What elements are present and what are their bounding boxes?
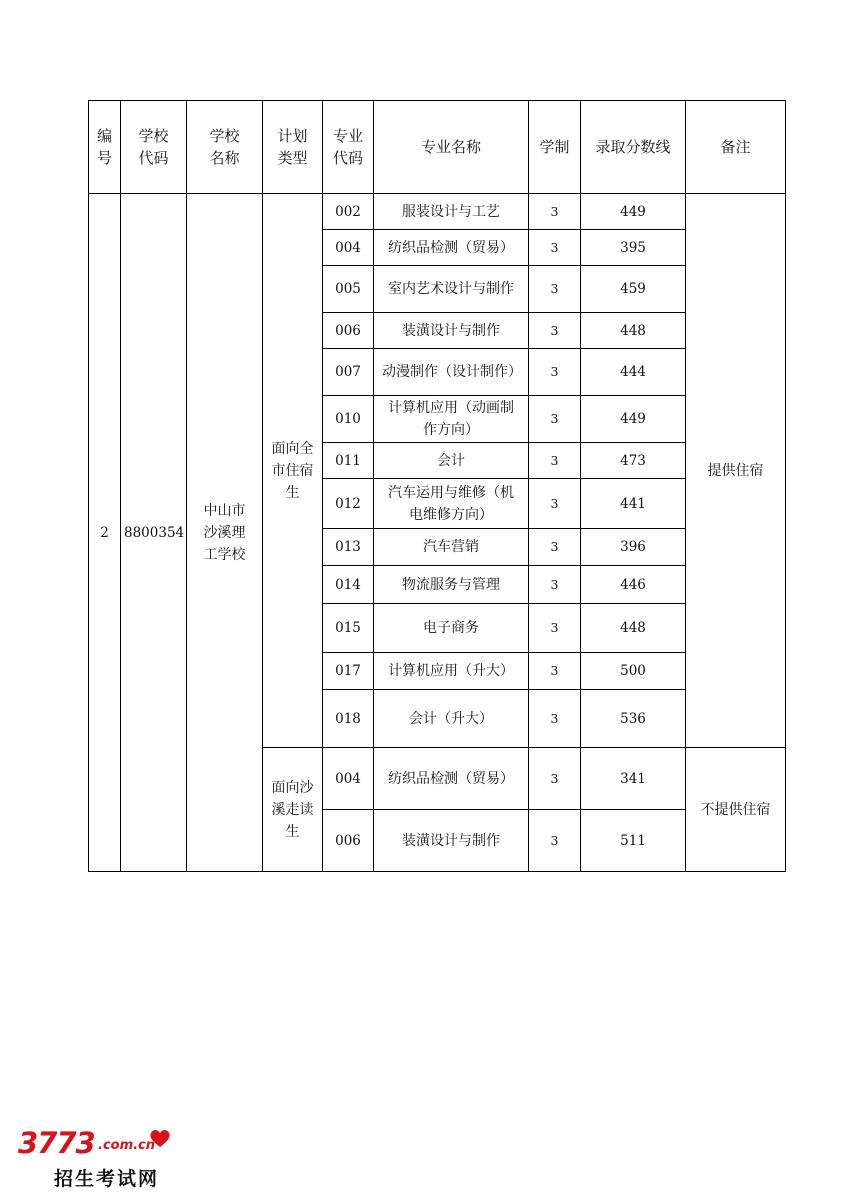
score: 341 xyxy=(581,748,686,810)
header-school-code: 学校代码 xyxy=(121,101,187,194)
major-name: 服装设计与工艺 xyxy=(374,194,529,230)
duration: 3 xyxy=(529,443,581,479)
score: 449 xyxy=(581,396,686,443)
score: 448 xyxy=(581,313,686,349)
header-score: 录取分数线 xyxy=(581,101,686,194)
major-code: 012 xyxy=(323,479,374,529)
major-code: 004 xyxy=(323,748,374,810)
score: 448 xyxy=(581,604,686,653)
site-logo xyxy=(18,1126,178,1190)
major-name: 装潢设计与制作 xyxy=(374,313,529,349)
major-name: 计算机应用（升大） xyxy=(374,653,529,690)
table-row xyxy=(89,194,786,230)
header-row xyxy=(89,101,786,194)
major-code: 002 xyxy=(323,194,374,230)
major-code: 011 xyxy=(323,443,374,479)
school-name: 中山市沙溪理工学校 xyxy=(187,194,263,872)
header-remark: 备注 xyxy=(686,101,786,194)
remark: 提供住宿 xyxy=(686,194,786,748)
score: 444 xyxy=(581,349,686,396)
duration: 3 xyxy=(529,604,581,653)
table-body xyxy=(89,194,786,872)
duration: 3 xyxy=(529,653,581,690)
header-duration: 学制 xyxy=(529,101,581,194)
score: 511 xyxy=(581,810,686,872)
major-name: 纺织品检测（贸易） xyxy=(374,748,529,810)
logo-brand: 3773 xyxy=(18,1126,95,1160)
major-name: 动漫制作（设计制作） xyxy=(374,349,529,396)
logo-domain: .com.cn xyxy=(98,1138,156,1153)
header-no: 编号 xyxy=(89,101,121,194)
major-code: 014 xyxy=(323,566,374,604)
major-name: 会计 xyxy=(374,443,529,479)
score: 536 xyxy=(581,690,686,748)
duration: 3 xyxy=(529,313,581,349)
score: 396 xyxy=(581,529,686,566)
duration: 3 xyxy=(529,349,581,396)
duration: 3 xyxy=(529,479,581,529)
score: 449 xyxy=(581,194,686,230)
score: 446 xyxy=(581,566,686,604)
heart-icon xyxy=(149,1128,171,1148)
header-plan-type: 计划类型 xyxy=(263,101,323,194)
major-name: 汽车运用与维修（机电维修方向） xyxy=(374,479,529,529)
remark: 不提供住宿 xyxy=(686,748,786,872)
header-major-name: 专业名称 xyxy=(374,101,529,194)
score: 459 xyxy=(581,266,686,313)
major-code: 004 xyxy=(323,230,374,266)
duration: 3 xyxy=(529,748,581,810)
major-name: 装潢设计与制作 xyxy=(374,810,529,872)
major-name: 电子商务 xyxy=(374,604,529,653)
school-code: 8800354 xyxy=(121,194,187,872)
major-name: 室内艺术设计与制作 xyxy=(374,266,529,313)
header-major-code: 专业代码 xyxy=(323,101,374,194)
duration: 3 xyxy=(529,690,581,748)
score: 473 xyxy=(581,443,686,479)
major-name: 会计（升大） xyxy=(374,690,529,748)
plan-type: 面向沙溪走读生 xyxy=(263,748,323,872)
major-code: 010 xyxy=(323,396,374,443)
score: 500 xyxy=(581,653,686,690)
major-name: 计算机应用（动画制作方向） xyxy=(374,396,529,443)
duration: 3 xyxy=(529,194,581,230)
major-code: 013 xyxy=(323,529,374,566)
logo-slogan: 招生考试网 xyxy=(54,1168,160,1190)
duration: 3 xyxy=(529,230,581,266)
duration: 3 xyxy=(529,810,581,872)
duration: 3 xyxy=(529,396,581,443)
major-code: 015 xyxy=(323,604,374,653)
major-code: 007 xyxy=(323,349,374,396)
major-code: 006 xyxy=(323,313,374,349)
major-code: 005 xyxy=(323,266,374,313)
major-code: 006 xyxy=(323,810,374,872)
score: 395 xyxy=(581,230,686,266)
duration: 3 xyxy=(529,529,581,566)
major-name: 物流服务与管理 xyxy=(374,566,529,604)
major-code: 018 xyxy=(323,690,374,748)
duration: 3 xyxy=(529,266,581,313)
major-name: 汽车营销 xyxy=(374,529,529,566)
major-code: 017 xyxy=(323,653,374,690)
duration: 3 xyxy=(529,566,581,604)
school-no: 2 xyxy=(89,194,121,872)
plan-type: 面向全市住宿生 xyxy=(263,194,323,748)
admission-score-table xyxy=(88,100,786,872)
header-school-name: 学校名称 xyxy=(187,101,263,194)
score: 441 xyxy=(581,479,686,529)
major-name: 纺织品检测（贸易） xyxy=(374,230,529,266)
